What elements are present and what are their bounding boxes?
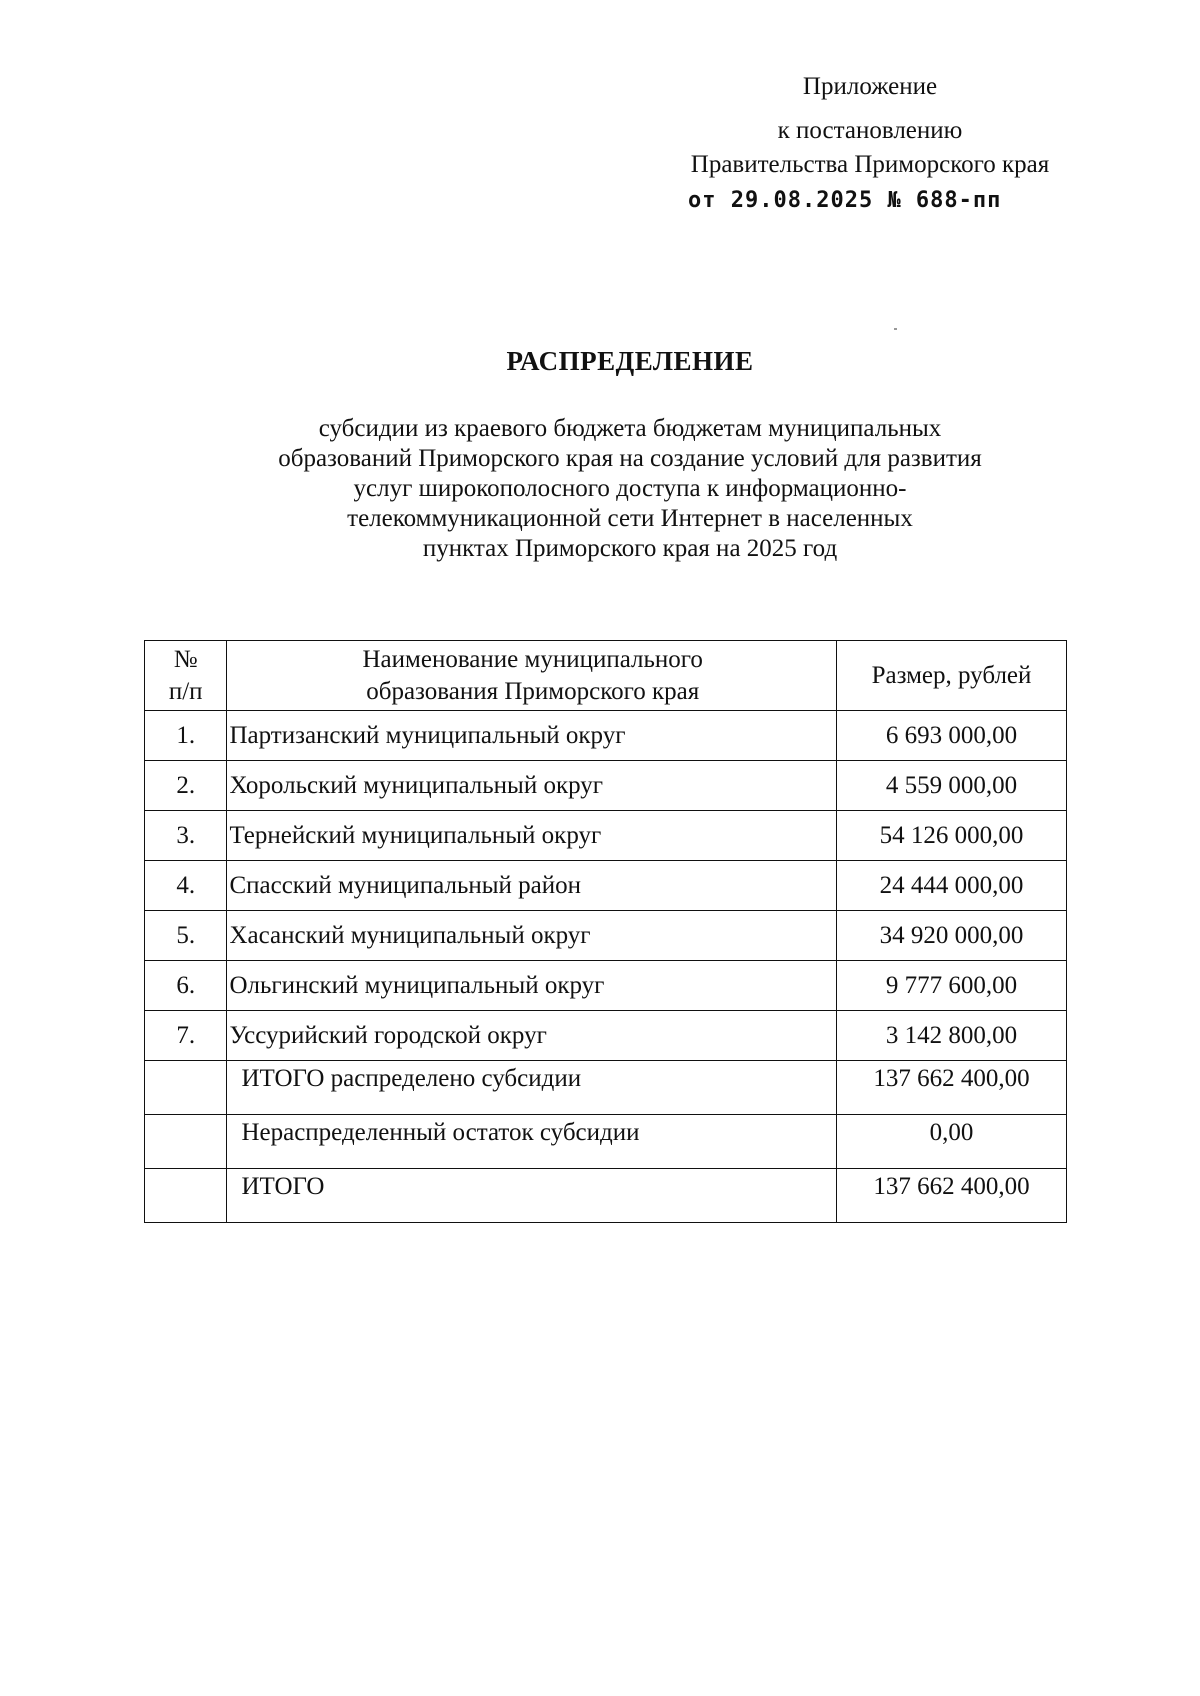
document-subtitle	[200, 414, 1060, 564]
subtitle-line: образований Приморского края на создание условий для развития	[278, 445, 982, 472]
header-name	[227, 641, 837, 711]
row-name: Тернейский муниципальный округ	[227, 811, 837, 861]
summary-row-distributed	[145, 1061, 1067, 1115]
summary-amount: 137 662 400,00	[836, 1169, 1066, 1223]
row-amount: 4 559 000,00	[836, 761, 1066, 811]
summary-name: ИТОГО распределено субсидии	[227, 1061, 837, 1115]
summary-row-remainder	[145, 1115, 1067, 1169]
row-amount: 24 444 000,00	[836, 861, 1066, 911]
appendix-government: Правительства Приморского края	[690, 151, 1050, 178]
row-num: 4.	[145, 861, 227, 911]
table-row	[145, 961, 1067, 1011]
row-num: 5.	[145, 911, 227, 961]
row-name: Хасанский муниципальный округ	[227, 911, 837, 961]
table-row	[145, 811, 1067, 861]
subtitle-line: телекоммуникационной сети Интернет в населенных	[347, 505, 913, 532]
document-title: РАСПРЕДЕЛЕНИЕ	[506, 346, 754, 376]
header-num-line: №	[173, 645, 198, 673]
appendix-resolution-ref: к постановлению	[777, 117, 963, 144]
subtitle-line: услуг широкополосного доступа к информационно-	[353, 475, 907, 502]
table-header-row	[145, 641, 1067, 711]
appendix-label: Приложение	[802, 73, 938, 100]
summary-amount: 137 662 400,00	[836, 1061, 1066, 1115]
table-row	[145, 1011, 1067, 1061]
table-row	[145, 911, 1067, 961]
header-name-line: образования Приморского края	[366, 677, 700, 705]
subtitle-line: пунктах Приморского края на 2025 год	[422, 535, 838, 562]
row-name: Партизанский муниципальный округ	[227, 711, 837, 761]
row-num: 3.	[145, 811, 227, 861]
header-amount: Размер, рублей	[836, 641, 1066, 711]
header-num	[145, 641, 227, 711]
table-row	[145, 761, 1067, 811]
resolution-date-number: от 29.08.2025 № 688-пп	[688, 188, 1002, 213]
row-name: Ольгинский муниципальный округ	[227, 961, 837, 1011]
table-row	[145, 711, 1067, 761]
header-num-line: п/п	[168, 677, 203, 705]
row-amount: 6 693 000,00	[836, 711, 1066, 761]
summary-amount: 0,00	[836, 1115, 1066, 1169]
distribution-table	[144, 640, 1067, 1223]
scan-speck	[894, 328, 897, 330]
row-num: 1.	[145, 711, 227, 761]
row-num: 7.	[145, 1011, 227, 1061]
appendix-block	[640, 70, 1100, 218]
summary-name: Нераспределенный остаток субсидии	[227, 1115, 837, 1169]
row-amount: 34 920 000,00	[836, 911, 1066, 961]
row-num: 2.	[145, 761, 227, 811]
row-amount: 54 126 000,00	[836, 811, 1066, 861]
row-num-empty	[145, 1061, 227, 1115]
row-name: Хорольский муниципальный округ	[227, 761, 837, 811]
table-row	[145, 861, 1067, 911]
row-num-empty	[145, 1115, 227, 1169]
row-num-empty	[145, 1169, 227, 1223]
row-name: Уссурийский городской округ	[227, 1011, 837, 1061]
header-name-line: Наименование муниципального	[362, 645, 703, 673]
row-amount: 9 777 600,00	[836, 961, 1066, 1011]
row-name: Спасский муниципальный район	[227, 861, 837, 911]
row-amount: 3 142 800,00	[836, 1011, 1066, 1061]
summary-name: ИТОГО	[227, 1169, 837, 1223]
row-num: 6.	[145, 961, 227, 1011]
summary-row-total	[145, 1169, 1067, 1223]
subtitle-line: субсидии из краевого бюджета бюджетам муниципальных	[318, 415, 942, 442]
